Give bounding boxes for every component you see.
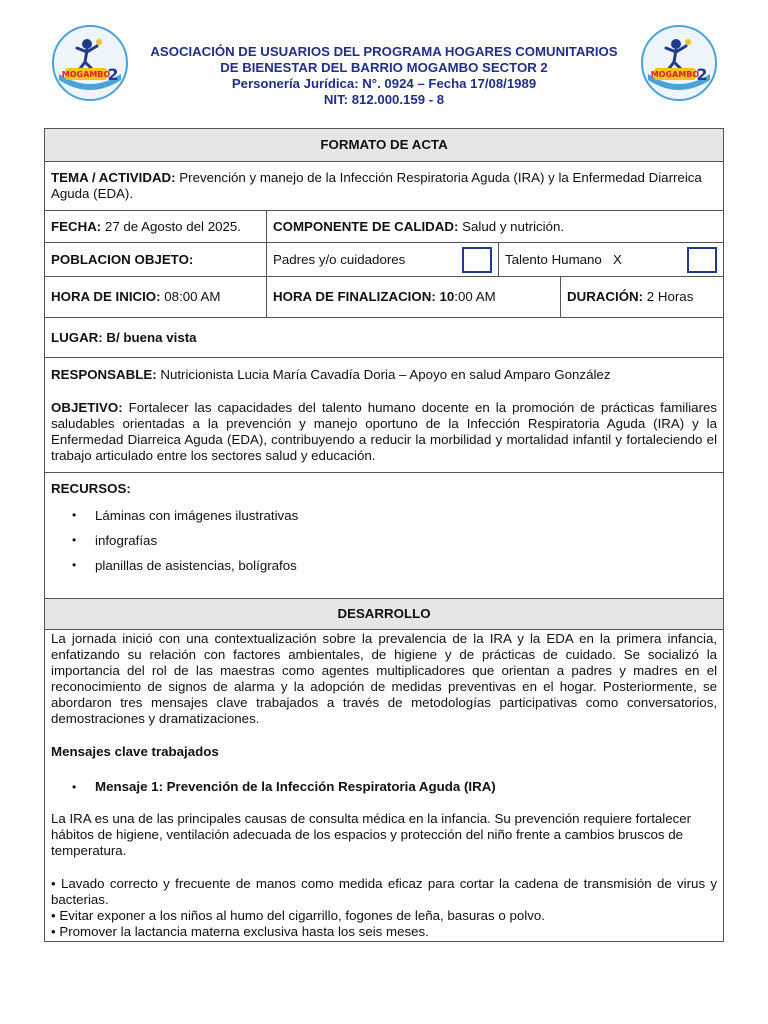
hora-inicio-label: HORA DE INICIO: <box>51 289 161 304</box>
association-logo-left <box>51 24 129 102</box>
poblacion-option-1-label: Padres y/o cuidadores <box>273 251 406 267</box>
responsable-label: RESPONSABLE: <box>51 366 157 382</box>
padres-checkbox[interactable] <box>462 247 492 273</box>
responsable-cell <box>45 358 724 473</box>
mensaje1-point-3: • Promover la lactancia materna exclusiva hasta los seis meses. <box>51 924 429 939</box>
bullet-icon: • <box>72 780 77 794</box>
tema-row <box>45 162 724 211</box>
objetivo-label: OBJETIVO: <box>51 399 123 415</box>
componente-label: COMPONENTE DE CALIDAD: <box>273 218 459 234</box>
hora-inicio-value: 08:00 AM <box>160 289 221 304</box>
svg-text:2: 2 <box>107 65 119 84</box>
tema-label: TEMA / ACTIVIDAD: <box>51 170 176 185</box>
lugar-row <box>45 318 724 358</box>
poblacion-label: POBLACION OBJETO: <box>51 251 194 267</box>
fecha-cell <box>45 211 267 243</box>
mensaje1-point-1: • Lavado correcto y frecuente de manos como medida eficaz para cortar la cadena de transmisión de virus y bacterias. <box>51 876 718 907</box>
desarrollo-cell <box>45 630 724 942</box>
componente-cell <box>267 211 724 243</box>
recursos-row <box>45 473 724 599</box>
bullet-icon: • <box>72 533 77 547</box>
tema-cell <box>45 162 724 211</box>
componente-value: Salud y nutrición. <box>458 218 565 234</box>
svg-text:2: 2 <box>696 65 708 84</box>
objetivo-paragraph <box>51 400 717 464</box>
poblacion-option-2-mark: X <box>612 251 622 267</box>
poblacion-option-2-label: Talento Humano <box>505 251 602 267</box>
mensaje-list <box>51 777 717 797</box>
poblacion-option-2-cell <box>499 243 724 277</box>
poblacion-row <box>45 243 724 277</box>
desarrollo-title: DESARROLLO <box>45 599 724 630</box>
poblacion-option-1-cell <box>267 243 499 277</box>
desarrollo-title-row <box>45 599 724 630</box>
desarrollo-intro: La jornada inició con una contextualización sobre la prevalencia de la IRA y la EDA en la primera infancia, enfatizando su relación con factores ambientales, de higiene y de prácticas de cuidado. Se socializó la importancia del rol de las maestras como agentes multiplicadores que orientan a padres y madres en el reconocimiento de signos de alarma y la adopción de medidas preventivas en el hogar. Posteriormente, se abordaron tres mensajes clave trabajados a través de metodologías participativas como conversatorios, demostraciones y dramatizaciones. <box>51 631 718 726</box>
header-line-4: NIT: 812.000.159 - 8 <box>323 92 445 107</box>
recursos-label: RECURSOS: <box>51 481 131 496</box>
hora-fin-cell <box>267 277 561 318</box>
list-item: • Láminas con imágenes ilustrativas <box>95 503 717 528</box>
hora-fin-bold: 10 <box>435 289 455 304</box>
responsable-paragraph <box>51 367 717 383</box>
list-item: • infografías <box>95 528 717 553</box>
mensaje1-title: Mensaje 1: Prevención de la Infección Respiratoria Aguda (IRA) <box>95 779 496 794</box>
duracion-value: 2 Horas <box>643 289 694 304</box>
duracion-label: DURACIÓN: <box>567 289 644 304</box>
duracion-cell <box>561 277 724 318</box>
tema-value: Prevención y manejo de la Infección Respiratoria Aguda (IRA) y la Enfermedad Diarreica Aguda (EDA). <box>51 170 702 201</box>
talento-humano-checkbox[interactable] <box>687 247 717 273</box>
recursos-list <box>51 503 717 578</box>
responsable-row <box>45 358 724 473</box>
hora-fin-label: HORA DE FINALIZACION: <box>273 289 436 304</box>
document-header <box>120 44 648 108</box>
lugar-label: LUGAR: B/ buena vista <box>51 329 197 345</box>
hora-inicio-cell <box>45 277 267 318</box>
horario-row <box>45 277 724 318</box>
hora-fin-value: :00 AM <box>454 289 496 304</box>
header-line-3: Personería Jurídica: N°. 0924 – Fecha 17/08/1989 <box>231 76 537 91</box>
recursos-cell <box>45 473 724 599</box>
fecha-label: FECHA: <box>51 218 102 234</box>
fecha-row <box>45 211 724 243</box>
bullet-icon: • <box>72 558 77 572</box>
svg-text:MOGAMBO: MOGAMBO <box>650 70 700 79</box>
form-title: FORMATO DE ACTA <box>45 129 724 162</box>
list-item: • planillas de asistencias, bolígrafos <box>95 553 717 578</box>
list-item <box>72 777 717 797</box>
desarrollo-row <box>45 630 724 942</box>
mensaje1-text: La IRA es una de las principales causas de consulta médica en la infancia. Su prevención requiere fortalecer hábitos de higiene, ventilación adecuada de los espacios y protección del niño frente a cambios bruscos de temperatura. <box>51 811 692 858</box>
mensaje1-point-2: • Evitar exponer a los niños al humo del cigarrillo, fogones de leña, basuras o polvo. <box>51 908 545 923</box>
bullet-icon: • <box>72 508 77 522</box>
acta-form-table <box>44 128 724 942</box>
svg-text:MOGAMBO: MOGAMBO <box>61 70 111 79</box>
header-line-1: ASOCIACIÓN DE USUARIOS DEL PROGRAMA HOGARES COMUNITARIOS <box>150 44 618 59</box>
association-logo-right <box>640 24 718 102</box>
fecha-value: 27 de Agosto del 2025. <box>101 218 241 234</box>
responsable-value: Nutricionista Lucia María Cavadía Doria – Apoyo en salud Amparo González <box>156 366 611 382</box>
objetivo-value: Fortalecer las capacidades del talento humano docente en la promoción de prácticas familiares saludables orientadas a la prevención y manejo oportuno de la Infección Respiratoria Aguda (IRA) y la Enfermedad Diarreica Aguda (EDA), contribuyendo a reducir la morbilidad y mortalidad infantil y fortaleciendo el trabajo articulado entre los sectores salud y educación. <box>51 399 718 463</box>
form-title-row <box>45 129 724 162</box>
mensajes-title: Mensajes clave trabajados <box>51 744 219 759</box>
poblacion-label-cell <box>45 243 267 277</box>
lugar-cell <box>45 318 724 358</box>
header-line-2: DE BIENESTAR DEL BARRIO MOGAMBO SECTOR 2 <box>220 60 548 75</box>
